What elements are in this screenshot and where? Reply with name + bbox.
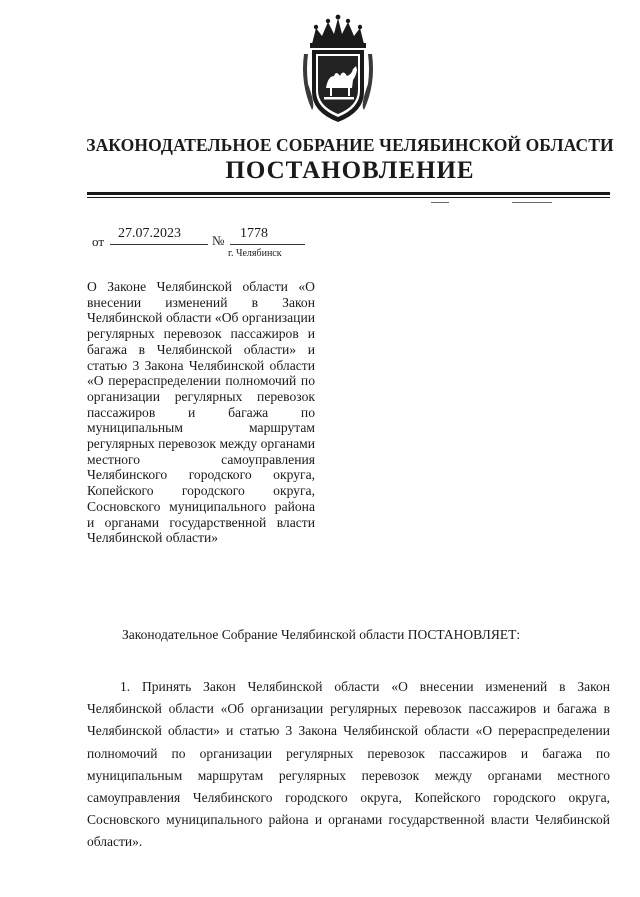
preamble-text: Законодательное Собрание Челябинской области ПОСТАНОВЛЯЕТ: [122, 627, 521, 642]
date-label: от [92, 234, 105, 249]
number-underline [230, 244, 305, 245]
header-rule-thick [87, 192, 610, 195]
date-underline [110, 244, 208, 245]
organization-title: ЗАКОНОДАТЕЛЬНОЕ СОБРАНИЕ ЧЕЛЯБИНСКОЙ ОБЛАСТИ [86, 135, 614, 155]
header-rule-tick [512, 202, 552, 203]
header-rule-thin [87, 197, 610, 198]
city-label: г. Челябинск [228, 248, 282, 259]
document-date: 27.07.2023 [118, 226, 181, 241]
header-rule-tick [431, 202, 449, 203]
coat-of-arms-icon [298, 14, 378, 126]
number-label: № [212, 233, 225, 248]
document-number: 1778 [240, 226, 268, 241]
document-type-title: ПОСТАНОВЛЕНИЕ [225, 157, 475, 184]
document-subject: О Законе Челябинской области «О внесении изменений в Закон Челябинской области «Об организации регулярных перевозок пассажиров и багажа в Челябинской области» и статью 3 Закона Челябинской области «О перераспределении полномочий по организации регулярных перевозок пассажиров и багажа по муниципальным маршрутам регулярных перевозок между органами местного самоуправления Челябинского городского округа, Копейского городского округа, Сосновского муниципального района и органами государственной власти Челябинской области» [87, 279, 315, 546]
body-paragraph: 1. Принять Закон Челябинской области «О внесении изменений в Закон Челябинской области «Об организации регулярных перевозок пассажиров и багажа в Челябинской области» и статью 3 Закона Челябинской области «О перераспределении полномочий по организации регулярных перевозок пассажиров и багажа по муниципальным маршрутам регулярных перевозок между органами местного самоуправления Челябинского городского округа, Копейского городского округа, Сосновского муниципального района и органами государственной власти Челябинской области». [87, 679, 610, 850]
